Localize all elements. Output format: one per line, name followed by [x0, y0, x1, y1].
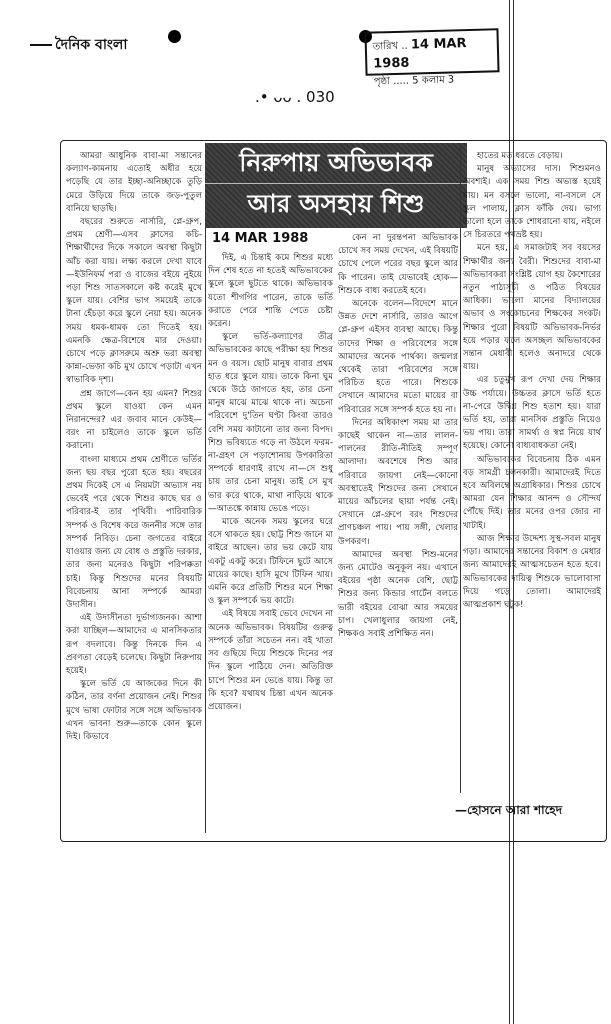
- paragraph: আমাদের অবস্থা শিশু-মনের জন্য মোটেও অনুকূল নয়। এখানে বইয়ের পৃষ্ঠা অনেক বেশি, ছোট্ট শিশুর জন্য কিন্ডার গার্টেন বলতে ভারী বইয়ের বোঝা আর সময়ের চাপ। খেলাধুলার জায়গা নেই, শিক্ষকও সবাই প্রশিক্ষিত নন।: [338, 549, 458, 640]
- reference-number: .• ᴗᴗ . 030: [255, 88, 335, 106]
- page-value: 5: [412, 75, 419, 87]
- newspaper-name: [30, 33, 127, 57]
- column-divider: [205, 228, 206, 833]
- article-title: [205, 143, 467, 228]
- date-stamp-overlay: 14 MAR 1988: [212, 231, 309, 246]
- column-divider: [460, 143, 461, 793]
- article-column-1: [66, 150, 202, 835]
- newspaper-title: দৈনিক বাংলা: [55, 37, 128, 53]
- paragraph: স্কুলে ভর্তি-কল্যাণের তীব্র অভিভাবকের কাছে পরীক্ষা হয় শিশুর মন ও বয়স। ছোট মানুষ বাবার প্রথম হাত ধরে স্কুলে যায়। তাকে কিনা ঘুম থেকে উঠে জাগতে হয়, তার চেনা মানুষ মাঝে মাঝে থাকে না। অচেনা পরিবেশে দু'তিন ঘণ্টা কিংবা তারও বেশি সময় কাটানো তার জন্য বিপদ। শিশু ভবিষ্যতে গড়ে না উঠলে ফরম-না-গ্রহণ সে পড়াশোনায় উপকারিতা সম্পর্কে ধারণাই রাখে না—সে শুধু চায় তার চেনা মানুষ। তাই সে মুখ ভার করে থাকে, মাথা নাড়িয়ে থাকে—আতঙ্কে কান্নায় ভেঙে পড়ে।: [208, 332, 333, 514]
- paragraph: দিনের অধিকাংশ সময় মা তার কাছেই থাকেন না—তার লালন-পালনের রীতি-নীতিই সম্পূর্ণ আলাদা। অবশেষে শিশু আর পরিবারে জায়গা নেই—কোনো অবস্থাতেই শিশুদের জন্য সেখানে মায়ের আঁচলের ছায়া পর্যন্ত নেই। সেখানে প্লে-গ্রুপে বরং শিশুদের প্রাণচঞ্চল পায়। পায় সঙ্গী, খেলার উপকরণ।: [338, 417, 458, 547]
- date-label: তারিখ: [372, 40, 399, 53]
- dash-mark: [30, 44, 52, 46]
- paragraph: কেন না দুরন্তপনা অভিভাবক চোখে সব সময় দেখেন, এই বিষয়টি চোখে পেলে পরের বছর স্কুলে আর কি পারেন। তাই যেভাবেই হোক—শিশুকে বাধ্য করতেই হবে।: [338, 233, 458, 296]
- article-column-2: [208, 252, 333, 832]
- article-column-4: [463, 150, 601, 790]
- article-column-3: [338, 232, 458, 832]
- date-value: 14 MAR 1988: [373, 36, 467, 72]
- title-line-2: আর অসহায় শিশু: [247, 189, 425, 218]
- date-stamp-box: তারিখ .. 14 MAR 1988 পৃষ্ঠা ..... 5 কলাম 3: [364, 28, 499, 75]
- paragraph: আজ শিক্ষার উদ্দেশ্য সুস্থ-সবল মানুষ গড়া। আমাদের সন্তানের বিকাশ ও মেধার জন্য আমাদেরই আত্মসচেতন হতে হবে। অভিভাবকের দায়িত্ব শিশুকে ভালোবাসা দিয়ে গড়ে তোলা। আমাদেরই আত্মপ্রকাশ ঘটুক!: [463, 533, 601, 610]
- column-label: কলাম: [421, 74, 445, 87]
- paragraph: এই বিষয়ে সবাই ভেবে দেখেন না অনেক অভিভাবক। বিষয়টির গুরুত্ব সম্পর্কে তাঁরা সচেতন নন। বই খাতা সব গুছিয়ে দিয়ে শিশুকে দিনের পর দিন স্কুলে পাঠিয়ে দেন। অতিরিক্ত চাপে শিশুর মন ভেঙে যায়। কিন্তু তা কি হবে? যথাযথ চিন্তা এখন অনেক প্রয়োজন।: [208, 609, 333, 712]
- author-byline: —হোসনে আরা শাহেদ: [455, 803, 563, 817]
- paragraph: দিই, এ চিন্তাই কমে শিশুর মধ্যে দিন শেষ হতে না হতেই অভিভাবকের স্কুলে স্কুলে ছুটতে থাকে। অভিভাবক যতো শীগগির পারেন, তাকে ভর্তি করাতে পেরে শান্তি পেতে চেষ্টা করেন।: [208, 253, 333, 330]
- paragraph: অনেকে বলেন—বিদেশে মানে উন্নত দেশে নার্সারি, তারও আগে প্লে-গ্রুপ এইসব ব্যবস্থা আছে। কিন্তু তাদের শিক্ষা ও পরিবেশের সঙ্গে আমাদের অনেক পার্থক্য। জন্মলগ্ন থেকেই তারা পরিবেশের সঙ্গে পরিচিত হতে পারে। শিশুকে সেখানে আমাদের মতো মায়ের বা পরিবারের সঙ্গে সম্পর্ক হতে হয় না।: [338, 299, 458, 415]
- paragraph: বাংলা মাধ্যমে প্রথম শ্রেণীতে ভর্তির জন্য ছয় বছর পুরো হতে হয়। বছরের প্রথম দিকেই সে এ নিয়মটা অভ্যাস নয় ভেবেই পরে থেকে শিশুর কাছে ঘর ও পরিবার-ই তার পৃথিবী। পারিবারিক সম্পর্ক ও বিশেষ করে জননীর সঙ্গে তার সম্পর্ক নিবিড়। চেনা জগতের বাইরে যাওয়ার জন্য যে বোধ ও প্রস্তুতি দরকার, তার জন্য মনেরও কিছুটা পরিপক্কতা চাই। কিন্তু শিশুদের মনের বিষয়টি বিবেচনায় আনা সম্পর্কে আমরা উদাসীন।: [66, 454, 202, 610]
- page-label: পৃষ্ঠা: [373, 76, 391, 88]
- paragraph: মাকে অনেক সময় স্কুলের ঘরে বসে থাকতে হয়। ছোট্ট শিশু জানে মা বাইরে আছেন। তার ভয় কেটে যায় একটু একটু করে। টিফিনে ছুটে আসে মায়ের কাছে। হাসি মুখে টিফিন খায়। এমনি করে প্রতিটি শিশুর মনে শিক্ষা ও স্কুল সম্পর্কে ভয় কাটে।: [208, 517, 333, 607]
- paragraph: প্রশ্ন জাগে—কেন হয় এমন? শিশুর প্রথম স্কুলে যাওয়া কেন এমন নিরানন্দের? এর জবাব মানে কেউই—বরং না চাইলেও তাকে স্কুলে ভর্তি করানো।: [66, 388, 202, 452]
- paragraph: এর চতুর্মুখ রূপ দেখা দেয় শিক্ষার উচ্চ পর্যায়ে। উচ্চতর ক্লাসে ভর্তি হতে না-পেরে উদ্বিগ্ন শিশু হতাশ হয়। যারা ভর্তি হয়, তারা মানসিক প্রস্তুতি নিয়েও ভয় পায়। তারা সামর্থ্য ও স্বপ্ন নিয়ে যার্থ হয়েছে। কোনো বাধ্যবাধকতা নেই।: [463, 375, 601, 452]
- paragraph: মনে হয়, এ সমাজটাই সব বয়সের শিক্ষার্থীর জন্য বৈরী। শিশুদের বাবা-মা অভিভাবকরা সংশ্লিষ্ট যোগ হয় কৈশোরের নতুন পাঠ্যসূচী ও পঠিত বিষয়ের আধিক্য। ভালো মানের বিদ্যালয়ের অভাব ও সংকোচনের শিক্ষকের সংকট। শিক্ষার পুরো বিষয়টি অভিভাবক-নির্ভর হয়ে পড়ার ফলে অসচ্ছল অভিভাবকের সন্তান মেধাবী হলেও অনাদরে থেকে যায়।: [463, 243, 601, 373]
- reference-number-value: 030: [306, 88, 335, 106]
- paragraph: বছরের শুরুতে নার্সারি, প্লে-গ্রুপ, প্রথম শ্রেণী—এসব ক্লাসের কচি-শিক্ষার্থীদের দিকে সকালে অবস্থা কিছুটা আঁচ করা যায়। লক্ষ্য করলে দেখা যাবে—ইউনিফর্ম পরা ও বাজের বইয়ে নুইয়ে পড়া শিশু সাতসকালে কষ্ট করেই মুখে স্কুলে যায়। বেশির ভাগ সময়েই তাকে টানা হেঁচড়া করে স্কুলে নেয়া হয়। অনেক সময় ধমক-ধামক তো দিতেই হয়। এমনকি ক্ষেত্র-বিশেষে মার দেওয়া। চোখে পড়ে ক্লাসরুমে অশ্রু ভরা অবস্থা কান্না-ভেজা কচি মুখ চোখে পড়াটা এখন স্বাভাবিক দৃশ্য।: [66, 217, 202, 386]
- title-line-1: নিরুপায় অভিভাবক: [205, 143, 467, 184]
- paragraph: এই উদাসীনতা দুর্ভাগ্যজনক। আশা করা যাচ্ছিল—আমাদের এ মানসিকতার রূপ বদলাবে। কিন্তু দিনকে দিন এ প্রবণতা বেড়েই চলেছে। কিছুটা নিরুপায় হয়েই।: [66, 613, 202, 676]
- paragraph: অভিভাবকের বিবেচনায় ঠিক এমন বড় সামগ্রী চলনকারী। আমাদেরই দিতে হবে অবিলম্বে অগ্রাধিকার। শিশুর চোখে আমরা যেন শিক্ষার আনন্দ ও সৌন্দর্য পৌঁছে দিই। তার মনের ওপর জোর না খাটাই।: [463, 454, 601, 531]
- paragraph: আমরা আধুনিক বাবা-মা সন্তানের কল্যাণ-কামনায় এতোই অধীর হয়ে পড়েছি যে তার ইচ্ছা-অনিচ্ছাকে তুড়ি মেরে উড়িয়ে দিয়ে তাকে জড়-পুতুল বানিয়ে ছাড়ছি।: [66, 151, 202, 214]
- punch-hole: [168, 30, 181, 43]
- paragraph: স্কুলে ভর্তি যে আজকের দিনে কী কঠিন, তার বর্ণনা প্রয়োজন নেই। শিশুর মুখে ভাষা ফোটার সঙ্গে সঙ্গে অভিভাবক এখন ভাবনা শুরু—তাকে কোন স্কুলে দিই। কিভাবে: [66, 679, 202, 742]
- paragraph: মানুষ অভ্যাসের দাস। শিশুমনও অবশ্যই। এক সময় শিশু অভ্যস্ত হয়েই যায়। মন বসলে ভালো, না-বসলে সে স্কুল পালায়, ক্লাস ফাঁকি দেয়। ভাগ্য ভালো হলে তাকে শোধরানো যায়, নইলে সে চিরতরে পথভ্রষ্ট হয়।: [463, 164, 601, 241]
- paragraph: হাতের মত ধরতে বেড়ায়।: [477, 151, 563, 161]
- column-value: 3: [447, 74, 455, 86]
